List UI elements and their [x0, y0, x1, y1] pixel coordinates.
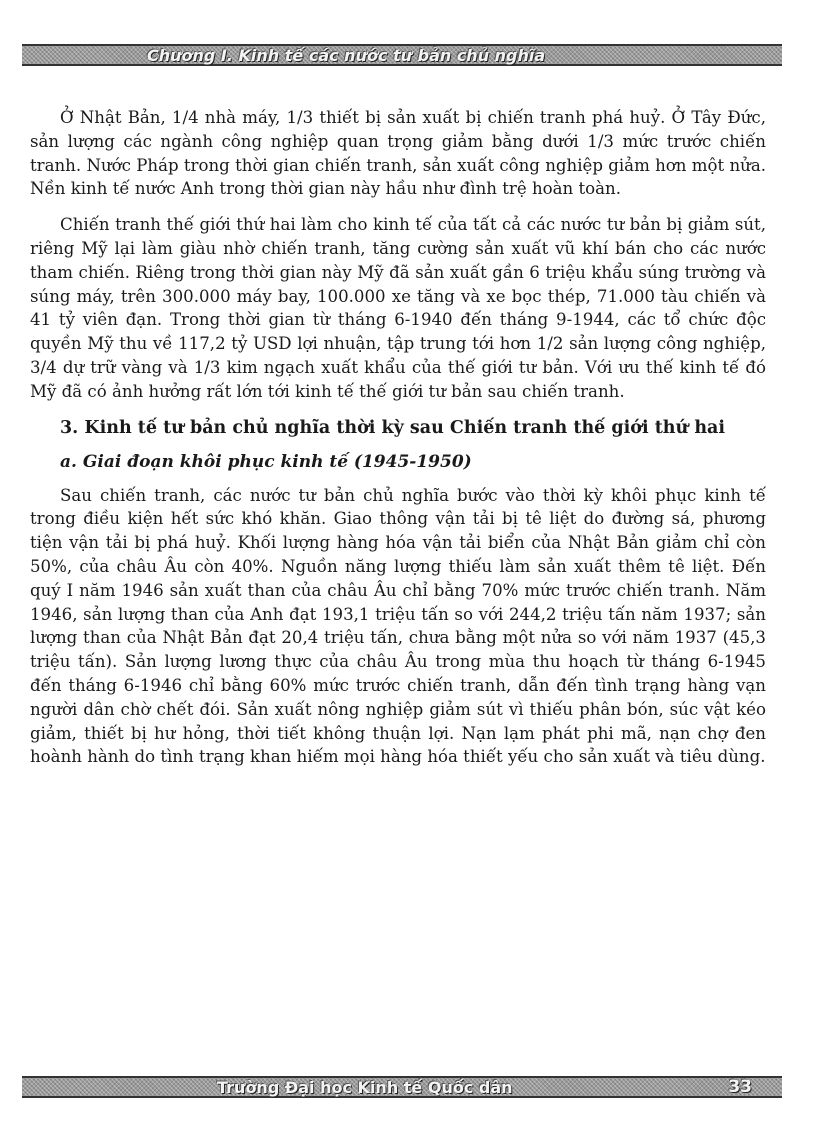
chapter-header-band: [22, 44, 782, 66]
section-heading: 3. Kinh tế tư bản chủ nghĩa thời kỳ sau Chiến tranh thế giới thứ hai: [60, 417, 726, 438]
footer-band: [22, 1076, 782, 1098]
page-content: [30, 106, 766, 781]
chapter-title: Chương I. Kinh tế các nước tư bản chủ nghĩa: [147, 45, 546, 65]
publisher-name: Trường Đại học Kinh tế Quốc dân: [217, 1077, 513, 1097]
paragraph: Chiến tranh thế giới thứ hai làm cho kinh tế của tất cả các nước tư bản bị giảm sút, riêng Mỹ lại làm giàu nhờ chiến tranh, tăng cường sản xuất vũ khí bán cho các nước tham chiến. Riêng trong thời gian này Mỹ đã sản xuất gần 6 triệu khẩu súng trường và súng máy, trên 300.000 máy bay, 100.000 xe tăng và xe bọc thép, 71.000 tàu chiến và 41 tỷ viên đạn. Trong thời gian từ tháng 6-1940 đến tháng 9-1944, các tổ chức độc quyền Mỹ thu về 117,2 tỷ USD lợi nhuận, tập trung tới hơn 1/2 sản lượng công nghiệp, 3/4 dự trữ vàng và 1/3 kim ngạch xuất khẩu của thế giới tư bản. Với ưu thế kinh tế đó Mỹ đã có ảnh hưởng rất lớn tới kinh tế thế giới tư bản sau chiến tranh.: [30, 215, 766, 401]
paragraph: Ở Nhật Bản, 1/4 nhà máy, 1/3 thiết bị sản xuất bị chiến tranh phá huỷ. Ở Tây Đức, sản lượng các ngành công nghiệp quan trọng giảm bằng dưới 1/3 mức trước chiến tranh. Nước Pháp trong thời gian chiến tranh, sản xuất công nghiệp giảm hơn một nửa. Nền kinh tế nước Anh trong thời gian này hầu như đình trệ hoàn toàn.: [30, 108, 766, 199]
page-number: 33: [728, 1077, 752, 1097]
subsection-heading: a. Giai đoạn khôi phục kinh tế (1945-1950): [60, 451, 472, 472]
paragraph: Sau chiến tranh, các nước tư bản chủ nghĩa bước vào thời kỳ khôi phục kinh tế trong điều kiện hết sức khó khăn. Giao thông vận tải bị tê liệt do đường sá, phương tiện vận tải bị phá huỷ. Khối lượng hàng hóa vận tải biển của Nhật Bản giảm chỉ còn 50%, của châu Âu còn 40%. Nguồn năng lượng thiếu làm sản xuất thêm tê liệt. Đến quý I năm 1946 sản xuất than của châu Âu chỉ bằng 70% mức trước chiến tranh. Năm 1946, sản lượng than của Anh đạt 193,1 triệu tấn so với 244,2 triệu tấn năm 1937; sản lượng than của Nhật Bản đạt 20,4 triệu tấn, chưa bằng một nửa so với năm 1937 (45,3 triệu tấn). Sản lượng lương thực của châu Âu trong mùa thu hoạch từ tháng 6-1945 đến tháng 6-1946 chỉ bằng 60% mức trước chiến tranh, dẫn đến tình trạng hàng vạn người dân chờ chết đói. Sản xuất nông nghiệp giảm sút vì thiếu phân bón, súc vật kéo giảm, thiết bị hư hỏng, thời tiết không thuận lợi. Nạn lạm phát phi mã, nạn chợ đen hoành hành do tình trạng khan hiếm mọi hàng hóa thiết yếu cho sản xuất và tiêu dùng.: [30, 485, 766, 767]
